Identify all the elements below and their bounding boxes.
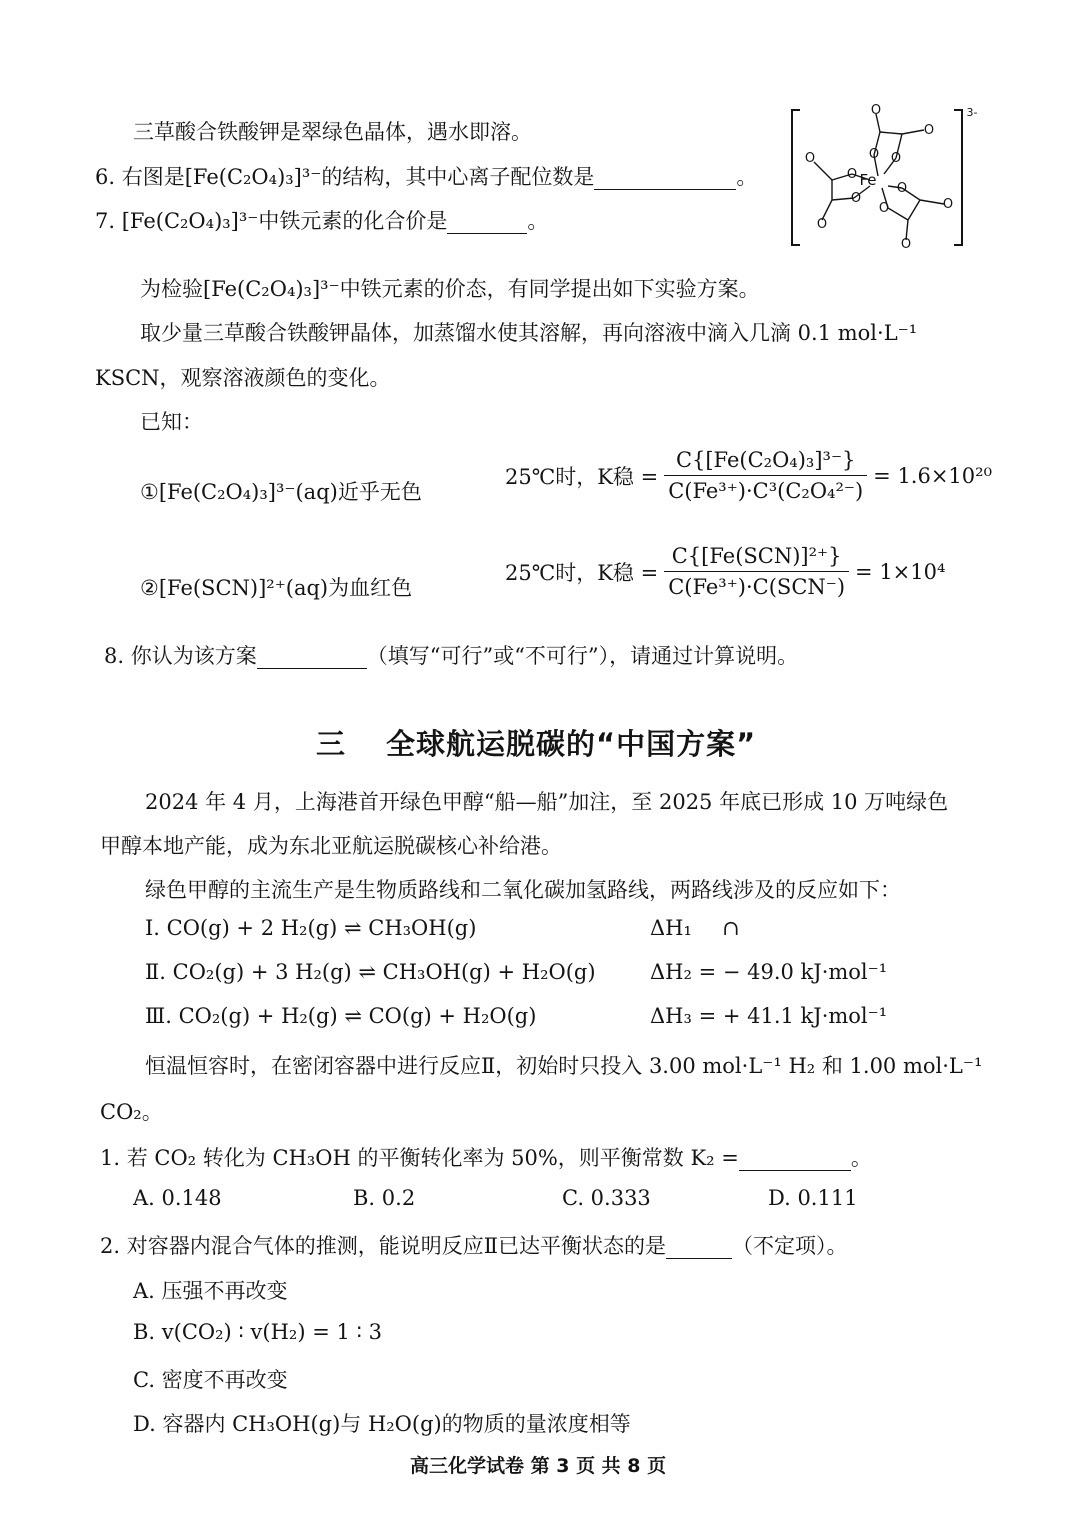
question-8-text: 8. 你认为该方案 (104, 644, 257, 668)
paragraph-3-line1: 恒温恒容时，在密闭容器中进行反应Ⅱ，初始时只投入 3.00 mol·L⁻¹ H₂ 和 1.00 mol·L⁻¹ (145, 1054, 983, 1078)
question-7-end: 。 (527, 209, 549, 233)
experiment-intro: 为检验[Fe(C₂O₄)₃]³⁻中铁元素的价态，有同学提出如下实验方案。 (140, 277, 760, 301)
complex-charge-label: 3- (966, 106, 978, 119)
question-1-option-a[interactable]: A. 0.148 (133, 1186, 222, 1210)
known-label: 已知： (140, 410, 203, 434)
question-2-option-a[interactable]: A. 压强不再改变 (133, 1279, 288, 1303)
oxygen-label: O (890, 151, 902, 166)
section-heading (316, 722, 756, 763)
fe-oxalate-structure-diagram (784, 100, 984, 250)
question-2-end: （不定项）。 (731, 1234, 848, 1258)
known-2-fraction (664, 544, 849, 599)
known-2-value: = 1×10⁴ (855, 559, 946, 584)
oxygen-label: O (942, 197, 954, 212)
reaction-1-equation: Ⅰ. CO(g) + 2 H₂(g) ⇌ CH₃OH(g) (145, 916, 477, 940)
known-1-equation (505, 448, 992, 503)
question-1-option-b[interactable]: B. 0.2 (353, 1186, 416, 1210)
question-7-answer-blank[interactable] (447, 209, 527, 234)
question-7-text: 7. [Fe(C₂O₄)₃]³⁻中铁元素的化合价是 (95, 209, 448, 233)
reaction-2-equation: Ⅱ. CO₂(g) + 3 H₂(g) ⇌ CH₃OH(g) + H₂O(g) (145, 960, 596, 984)
section-number: 三 (316, 727, 347, 761)
question-6 (95, 161, 757, 191)
question-6-answer-blank[interactable] (594, 165, 736, 190)
question-1-end: 。 (850, 1146, 872, 1170)
known-1-value: = 1.6×10²⁰ (873, 463, 992, 488)
oxygen-label: O (868, 147, 880, 162)
paragraph-1-line1: 2024 年 4 月，上海港首开绿色甲醇“船—船”加注，至 2025 年底已形成 10 万吨绿色 (145, 790, 949, 814)
section-title: 全球航运脱碳的“中国方案” (386, 727, 757, 761)
paragraph-2: 绿色甲醇的主流生产是生物质路线和二氧化碳加氢路线，两路线涉及的反应如下： (145, 878, 901, 902)
reaction-1-mark: ∩ (722, 916, 740, 940)
oxygen-label: O (846, 167, 858, 182)
right-bracket (954, 110, 962, 245)
question-2 (100, 1230, 847, 1260)
question-2-option-b[interactable]: B. v(CO₂) ∶ v(H₂) = 1 ∶ 3 (133, 1320, 383, 1344)
question-2-option-d[interactable]: D. 容器内 CH₃OH(g)与 H₂O(g)的物质的量浓度相等 (133, 1412, 631, 1436)
oxygen-label: O (804, 151, 816, 166)
question-1-option-c[interactable]: C. 0.333 (562, 1186, 651, 1210)
paragraph-3-line2: CO₂。 (100, 1100, 163, 1124)
oxygen-label: O (870, 103, 882, 118)
page-footer: 高三化学试卷 第 3 页 共 8 页 (410, 1455, 667, 1477)
reaction-3-enthalpy: ΔH₃ = + 41.1 kJ·mol⁻¹ (650, 1004, 888, 1028)
known-1-denominator: C(Fe³⁺)·C³(C₂O₄²⁻) (664, 475, 867, 503)
reaction-3-equation: Ⅲ. CO₂(g) + H₂(g) ⇌ CO(g) + H₂O(g) (145, 1004, 537, 1028)
question-6-text: 6. 右图是[Fe(C₂O₄)₃]³⁻的结构，其中心离子配位数是 (95, 165, 595, 189)
known-1-numerator: C{[Fe(C₂O₄)₃]³⁻} (675, 448, 856, 472)
question-1-answer-blank[interactable] (739, 1146, 851, 1171)
oxygen-label: O (900, 237, 912, 250)
experiment-step-line1: 取少量三草酸合铁酸钾晶体，加蒸馏水使其溶解，再向溶液中滴入几滴 0.1 mol·L⁻¹ (140, 321, 918, 345)
question-2-option-c[interactable]: C. 密度不再改变 (133, 1368, 288, 1392)
oxygen-label: O (896, 181, 908, 196)
oxygen-label: O (878, 201, 890, 216)
reaction-1-enthalpy: ΔH₁ (650, 916, 692, 940)
oxygen-label: O (816, 217, 828, 232)
fe-center-label: Fe (859, 171, 877, 189)
known-2-species: ②[Fe(SCN)]²⁺(aq)为血红色 (140, 576, 413, 600)
oxygen-label: O (923, 123, 935, 138)
known-1-condition: 25℃时，K稳 = (505, 464, 659, 489)
question-7 (95, 205, 548, 235)
known-2-condition: 25℃时，K稳 = (505, 560, 659, 585)
paragraph-1-line2: 甲醇本地产能，成为东北亚航运脱碳核心补给港。 (100, 834, 562, 858)
experiment-step-line2: KSCN，观察溶液颜色的变化。 (95, 366, 391, 390)
question-1-text: 1. 若 CO₂ 转化为 CH₃OH 的平衡转化率为 50%，则平衡常数 K₂ = (100, 1146, 739, 1170)
known-2-equation (505, 544, 945, 599)
question-2-answer-blank[interactable] (666, 1234, 732, 1259)
question-1 (100, 1142, 872, 1172)
question-2-text: 2. 对容器内混合气体的推测，能说明反应Ⅱ已达平衡状态的是 (100, 1234, 666, 1258)
question-8-end: （填写“可行”或“不可行”），请通过计算说明。 (366, 644, 799, 668)
question-8 (104, 640, 798, 670)
question-1-option-d[interactable]: D. 0.111 (768, 1186, 858, 1210)
reaction-2-enthalpy: ΔH₂ = − 49.0 kJ·mol⁻¹ (650, 960, 888, 984)
left-bracket (792, 110, 800, 245)
question-6-end: 。 (736, 165, 758, 189)
oxygen-label: O (850, 191, 862, 206)
known-2-numerator: C{[Fe(SCN)]²⁺} (671, 544, 842, 568)
question-8-answer-blank[interactable] (257, 644, 367, 669)
known-1-fraction (664, 448, 867, 503)
known-1-species: ①[Fe(C₂O₄)₃]³⁻(aq)近乎无色 (140, 480, 422, 504)
intro-line: 三草酸合铁酸钾是翠绿色晶体，遇水即溶。 (133, 120, 532, 144)
known-2-denominator: C(Fe³⁺)·C(SCN⁻) (664, 571, 849, 599)
